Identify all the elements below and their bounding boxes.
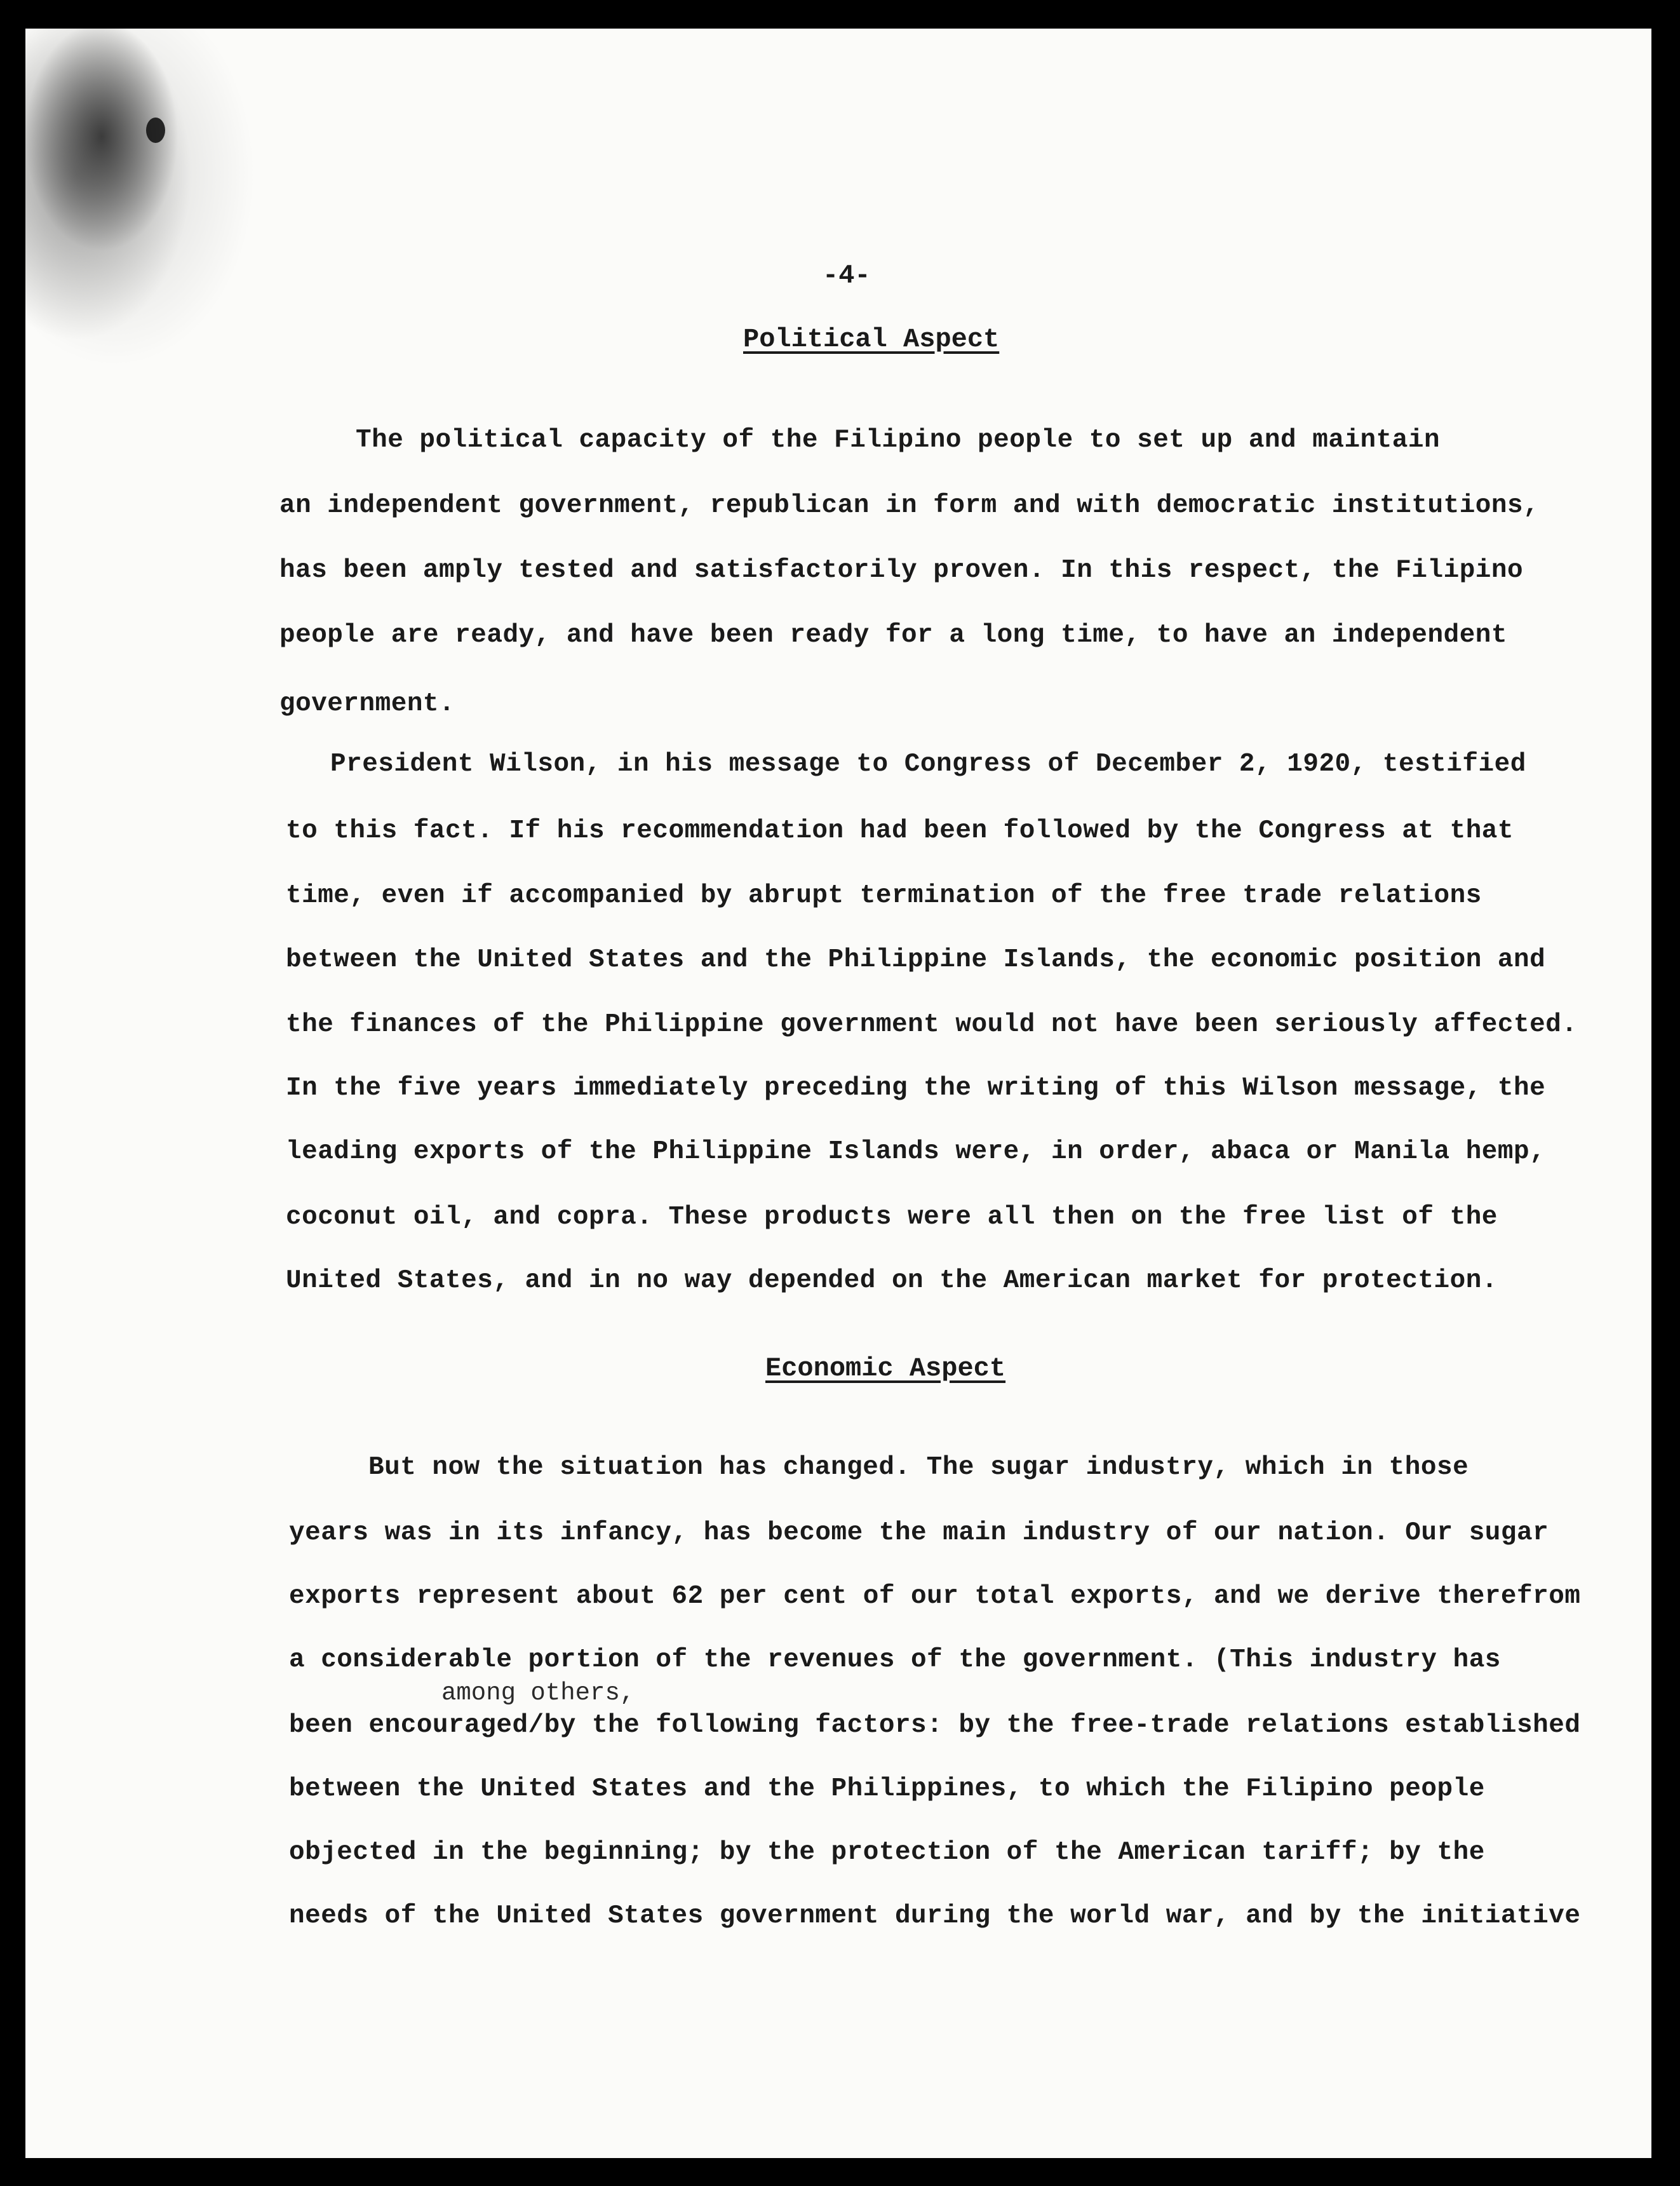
text-line: time, even if accompanied by abrupt termination of the free trade relations: [286, 881, 1482, 910]
text-line: needs of the United States government during the world war, and by the initiative: [289, 1901, 1581, 1931]
text-line: people are ready, and have been ready for a long time, to have an independent: [279, 621, 1508, 650]
text-line: between the United States and the Philippines, to which the Filipino people: [289, 1774, 1485, 1804]
text-line: President Wilson, in his message to Congress of December 2, 1920, testified: [330, 750, 1526, 779]
section-heading-economic: Economic Aspect: [765, 1353, 1006, 1384]
text-line: coconut oil, and copra. These products were all then on the free list of the: [286, 1203, 1498, 1232]
text-line: In the five years immediately preceding the writing of this Wilson message, the: [286, 1074, 1546, 1103]
text-line: government.: [279, 689, 455, 719]
text-line: to this fact. If his recommendation had been followed by the Congress at that: [286, 816, 1514, 846]
document-page: [25, 29, 1651, 2158]
text-line: leading exports of the Philippine Islands were, in order, abaca or Manila hemp,: [286, 1137, 1546, 1166]
page-number: -4-: [823, 260, 871, 291]
section-heading-political: Political Aspect: [743, 324, 1000, 354]
water-stain: [25, 29, 267, 365]
text-line: objected in the beginning; by the protection of the American tariff; by the: [289, 1838, 1485, 1867]
text-line: United States, and in no way depended on the American market for protection.: [286, 1266, 1498, 1295]
text-line: an independent government, republican in form and with democratic institutions,: [279, 491, 1540, 520]
stain-spot: [146, 118, 165, 143]
text-line: the finances of the Philippine government would not have been seriously affected.: [286, 1010, 1578, 1039]
text-line: has been amply tested and satisfactorily proven. In this respect, the Filipino: [279, 556, 1524, 585]
text-line: But now the situation has changed. The sugar industry, which in those: [368, 1453, 1469, 1482]
interlinear-insert: among others,: [441, 1679, 635, 1707]
text-line: been encouraged/by the following factors: by the free-trade relations established: [289, 1711, 1581, 1740]
text-line: The political capacity of the Filipino people to set up and maintain: [356, 426, 1441, 455]
text-line: years was in its infancy, has become the main industry of our nation. Our sugar: [289, 1518, 1549, 1548]
text-line: exports represent about 62 per cent of our total exports, and we derive therefrom: [289, 1582, 1581, 1611]
text-line: a considerable portion of the revenues of the government. (This industry has: [289, 1645, 1501, 1675]
text-line: between the United States and the Philippine Islands, the economic position and: [286, 945, 1546, 975]
